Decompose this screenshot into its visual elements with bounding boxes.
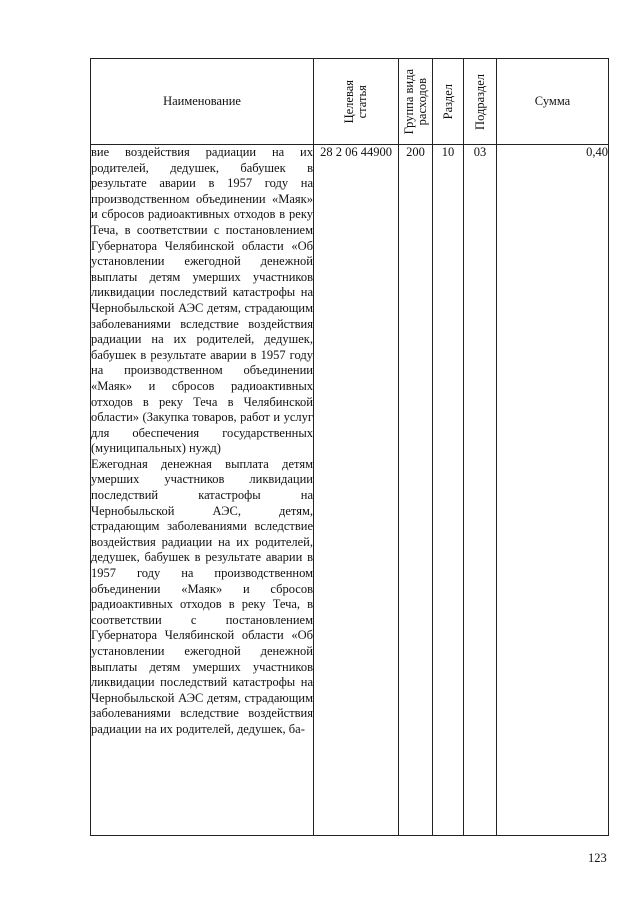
header-amount-label: Сумма <box>534 94 571 108</box>
header-amount <box>497 59 609 145</box>
table-header <box>91 59 609 145</box>
header-target-article-label: Целевая статья <box>342 79 369 124</box>
amount-value: 0,40 <box>586 145 608 159</box>
name-cell <box>91 145 314 836</box>
section-value: 10 <box>441 145 455 159</box>
subsection-cell <box>464 145 497 836</box>
target-article-cell <box>314 145 399 836</box>
name-paragraph-1: вие воздействия радиации на их родителей, дедушек, бабушек в результате аварии в 1957 году на производственном объединении «Маяк» и сбросов радиоактивных отходов в реку Теча, в соответствии с постановлением Губернатора Челябинской области «Об установлении ежегодной денежной выплаты детям умерших участников ликвидации последствий катастрофы на Чернобыльской АЭС детям, страдающим заболеваниями вследствие воздействия радиации на их родителей, дедушек, бабушек в результате аварии в 1957 году на производственном объединении «Маяк» и сбросов радиоактивных отходов в реку Теча в Челябинской области» (Закупка товаров, работ и услуг для обеспечения государственных (муниципальных) нужд) <box>91 145 313 456</box>
table-row <box>91 145 609 836</box>
expense-group-cell <box>399 145 433 836</box>
header-section <box>433 59 464 145</box>
header-target-article <box>314 59 399 145</box>
name-text <box>91 145 313 738</box>
header-subsection-label: Подраздел <box>472 73 487 130</box>
header-name <box>91 59 314 145</box>
header-subsection <box>464 59 497 145</box>
header-name-label: Наименование <box>163 94 241 108</box>
section-cell <box>433 145 464 836</box>
header-expense-group-label: Группа вида расходов <box>401 68 429 135</box>
page-number: 123 <box>588 851 607 865</box>
amount-cell <box>497 145 609 836</box>
header-section-label: Раздел <box>440 83 455 120</box>
name-paragraph-2: Ежегодная денежная выплата детям умерших участников ликвидации последствий катастрофы на Чернобыльской АЭС, детям, страдающим заболеваниями вследствие воздействия радиации на их родителей, дедушек, бабушек в результате аварии в 1957 году на производственном объединении «Маяк» и сбросов радиоактивных отходов в реку Теча, в соответствии с постановлением Губернатора Челябинской области «Об установлении ежегодной денежной выплаты детям умерших участников ликвидации последствий катастрофы на Чернобыльской АЭС детям, страдающим заболеваниями вследствие воздействия радиации на их родителей, дедушек, ба- <box>91 456 313 736</box>
expense-group-value: 200 <box>406 145 425 159</box>
header-expense-group <box>399 59 433 145</box>
subsection-value: 03 <box>473 145 487 159</box>
budget-table <box>90 58 609 836</box>
target-article-value: 28 2 06 44900 <box>320 145 392 159</box>
